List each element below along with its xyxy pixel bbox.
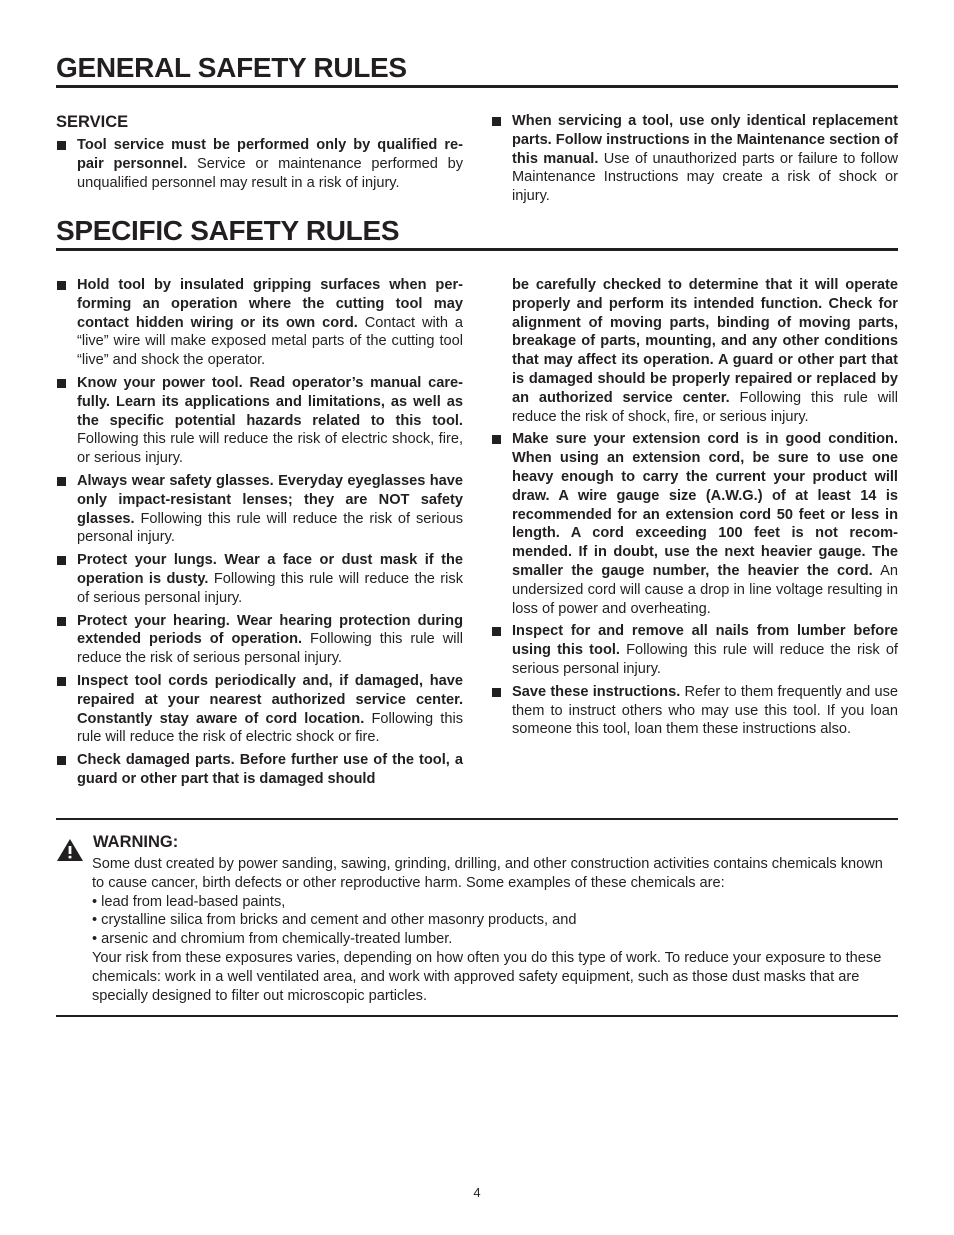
rule-bold-text: Always wear safety glasses. Everyday eyeglasses have only impact-resistant lenses; they are NOT safety glasses. (77, 472, 463, 527)
page-number: 4 (473, 1185, 481, 1200)
service-rule (56, 136, 463, 192)
safety-rule (491, 683, 898, 739)
service-rules-list-right (491, 112, 898, 206)
rule-text: Following this rule will reduce the risk of serious personal injury. (77, 631, 463, 667)
rule-bold-text: Check damaged parts. Before further use of the tool, a guard or other part that is damaged should (77, 752, 463, 787)
safety-rule (56, 276, 463, 370)
square-bullet-icon (492, 688, 501, 697)
square-bullet-icon (57, 617, 66, 626)
rule-text: Following this rule will reduce the risk of serious personal injury. (512, 642, 898, 677)
specific-safety-title: SPECIFIC SAFETY RULES (56, 216, 898, 251)
rule-bold-text: Make sure your extension cord is in good condition. When using an extension cord, be sure to use one heavy enough to carry the current your product will draw. A wire gauge size (A.W.G.) of at least 14 is recommended for an extension cord 50 feet or less in length. A cord exceeding 100 feet is not recom-mended. If in doubt, use the next heavier gauge. The smaller the gauge number, the heavier the cord. (512, 431, 898, 579)
rule-text: An undersized cord will cause a drop in line voltage resulting in loss of power and overheating. (512, 562, 898, 617)
warning-heading: WARNING: (93, 833, 179, 851)
specific-rules-list-right-items (491, 430, 898, 739)
specific-rules-list-left (56, 276, 463, 789)
rule-text: Use of unauthorized parts or failure to follow Maintenance Instructions may create a risk of shock or injury. (512, 150, 898, 205)
square-bullet-icon (492, 627, 501, 636)
rule-text: Following this rule will reduce the risk of serious personal injury. (77, 510, 463, 546)
warning-closing: Your risk from these exposures varies, depending on how often you do this type of work. To reduce your exposure to these chemicals: work in a well ventilated area, and work with approved safety equipment, such as those dust masks that are specially designed to filter out microscopic particles. (92, 949, 882, 1004)
rule-text: Service or maintenance performed by unqualified personnel may result in a risk of injury. (77, 155, 463, 191)
specific-column-right (491, 276, 898, 743)
rule-bold-text: Protect your hearing. Wear hearing protection during extended periods of operation. (77, 612, 463, 648)
rule-bold-text: Inspect for and remove all nails from lumber before using this tool. (512, 623, 898, 659)
general-safety-title: GENERAL SAFETY RULES (56, 53, 898, 88)
warning-body (92, 855, 892, 1005)
rule-bold-text: Protect your lungs. Wear a face or dust mask if the operation is dusty. (77, 552, 463, 587)
specific-rules-list-right (491, 276, 898, 426)
square-bullet-icon (57, 379, 66, 388)
rule-bold-text: Tool service must be performed only by qualified re-pair personnel. (77, 137, 463, 172)
warning-intro: Some dust created by power sanding, sawing, grinding, drilling, and other construction activities contains chemicals known to cause cancer, birth defects or other reproductive harm. Some examples of these chemicals are: (92, 856, 883, 891)
warning-item: • crystalline silica from bricks and cement and other masonry products, and (92, 912, 577, 929)
rule-text: Following this rule will reduce the risk of electric shock, fire, or serious injury. (77, 431, 463, 467)
service-heading: SERVICE (56, 113, 129, 131)
rule-bold-text: Hold tool by insulated gripping surfaces when per-forming an operation where the cutting tool may contact hidden wiring or its own cord. (77, 277, 463, 331)
square-bullet-icon (57, 556, 66, 565)
square-bullet-icon (57, 477, 66, 486)
square-bullet-icon (492, 435, 501, 444)
rule-bold-text: Inspect tool cords periodically and, if damaged, have repaired at your nearest authorized service center. Constantly stay aware of cord location. (77, 672, 463, 727)
service-column-left (56, 112, 463, 196)
safety-rule (56, 551, 463, 607)
square-bullet-icon (492, 117, 501, 126)
square-bullet-icon (57, 677, 66, 686)
safety-rule (56, 374, 463, 468)
safety-rule (56, 751, 463, 789)
safety-rule (491, 622, 898, 678)
safety-rule (56, 472, 463, 547)
rule-text: Following this rule will reduce the risk of shock, fire, or serious injury. (512, 389, 898, 425)
service-rules-list (56, 136, 463, 192)
rule-bold-text: Know your power tool. Read operator’s manual care-fully. Learn its applications and limitations, as well as the specific potential hazards related to this tool. (77, 374, 463, 429)
rule-text: Following this rule will reduce the risk of serious personal injury. (77, 570, 463, 606)
rule-bold-text: When servicing a tool, use only identical replacement parts. Follow instructions in the Maintenance section of this manual. (512, 113, 898, 167)
rule-text: Following this rule will reduce the risk of electric shock or fire. (77, 710, 463, 746)
specific-column-left (56, 276, 463, 793)
safety-rule (56, 672, 463, 747)
rule-text: Refer to them frequently and use them to instruct others who may use this tool. If you loan someone this tool, loan them these instructions also. (512, 683, 898, 738)
warning-triangle-icon (56, 838, 84, 862)
warning-item: • lead from lead-based paints, (92, 893, 286, 910)
square-bullet-icon (57, 281, 66, 290)
warning-box (56, 818, 898, 1017)
rule-bold-text: be carefully checked to determine that it will operate properly and perform its intended function. Check for alignment of moving parts, binding of moving parts, breakage of parts, mounting, and any other conditions that may affect its operation. A guard or other part that is damaged should be properly repaired or replaced by an authorized service center. (512, 277, 898, 406)
service-rule (491, 112, 898, 206)
safety-rule (56, 612, 463, 668)
warning-item: • arsenic and chromium from chemically-treated lumber. (92, 931, 453, 948)
safety-rule (491, 430, 898, 618)
square-bullet-icon (57, 756, 66, 765)
continued-rule (491, 276, 898, 426)
service-column-right (491, 112, 898, 210)
rule-bold-text: Save these instructions. (512, 683, 681, 700)
square-bullet-icon (57, 141, 66, 150)
rule-text: Contact with a “live” wire will make exposed metal parts of the cutting tool “live” and shock the operator. (77, 314, 463, 369)
